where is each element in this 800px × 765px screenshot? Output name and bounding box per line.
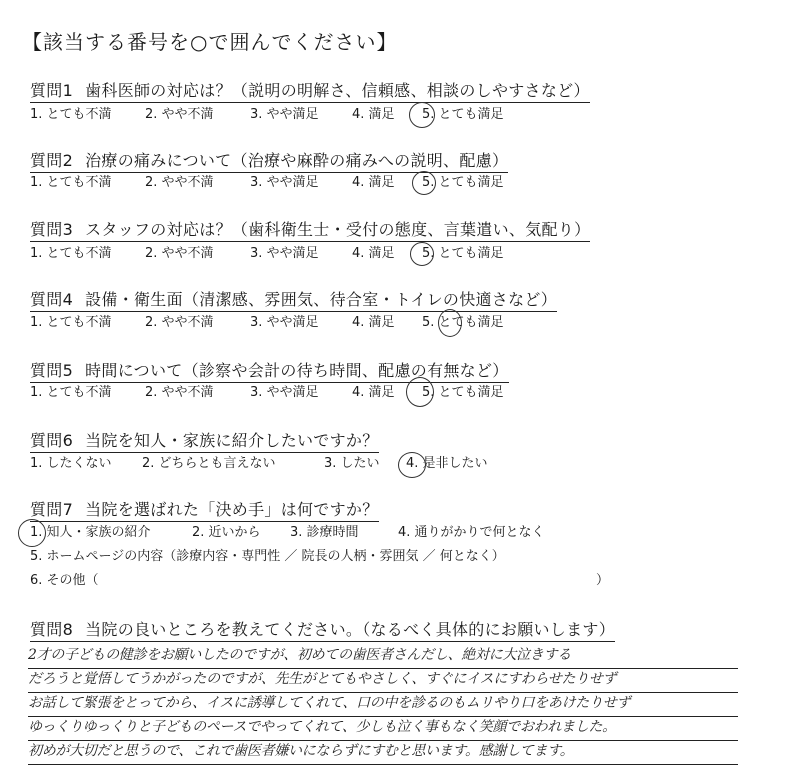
q7-option-5[interactable]: 5. ホームページの内容（診療内容・専門性 ／ 院長の人柄・雰囲気 ／ 何となく） <box>30 549 505 564</box>
q2-option-1[interactable]: 1. とても不満 <box>30 175 112 190</box>
q1-option-1[interactable]: 1. とても不満 <box>30 107 112 122</box>
q7-option-6-close: ） <box>596 573 610 588</box>
q4-option-3[interactable]: 3. やや満足 <box>250 315 319 330</box>
q4-option-1[interactable]: 1. とても不満 <box>30 315 112 330</box>
q1-option-5[interactable]: 5. とても満足 <box>422 107 504 122</box>
q1-option-4[interactable]: 4. 満足 <box>352 107 395 122</box>
question-8-text: 当院の良いところを教えてください。（なるべく具体的にお願いします） <box>85 620 615 639</box>
question-1-title <box>30 78 590 103</box>
question-2-number: 質問2 <box>30 151 74 170</box>
q3-option-5[interactable]: 5. とても満足 <box>422 246 504 261</box>
question-3-text: スタッフの対応は？（歯科衛生士・受付の態度、言葉遣い、気配り） <box>85 220 591 239</box>
handwritten-line-2: だろうと覚悟してうかがったのですが、先生がとてもやさしく、すぐにイスにすわらせたりせず <box>28 668 738 693</box>
question-6-number: 質問6 <box>30 431 74 450</box>
q6-option-2[interactable]: 2. どちらとも言えない <box>142 456 276 471</box>
q3-option-3[interactable]: 3. やや満足 <box>250 246 319 261</box>
q3-option-1[interactable]: 1. とても不満 <box>30 246 112 261</box>
question-7-number: 質問7 <box>30 500 74 519</box>
q4-option-4[interactable]: 4. 満足 <box>352 315 395 330</box>
question-3-number: 質問3 <box>30 220 74 239</box>
q7-option-6[interactable]: 6. その他（ <box>30 573 99 588</box>
q2-option-2[interactable]: 2. やや不満 <box>145 175 214 190</box>
question-7-text: 当院を選ばれた「決め手」は何ですか？ <box>85 500 379 519</box>
q1-option-2[interactable]: 2. やや不満 <box>145 107 214 122</box>
handwritten-line-5: 初めが大切だと思うので、これで歯医者嫌いにならずにすむと思います。感謝してます。 <box>28 740 738 765</box>
q5-option-5[interactable]: 5. とても満足 <box>422 385 504 400</box>
q7-option-2[interactable]: 2. 近いから <box>192 525 261 540</box>
q6-option-1[interactable]: 1. したくない <box>30 456 112 471</box>
q7-option-1[interactable]: 1. 知人・家族の紹介 <box>30 525 151 540</box>
question-1-number: 質問1 <box>30 81 74 100</box>
question-4-title <box>30 287 557 312</box>
q5-option-2[interactable]: 2. やや不満 <box>145 385 214 400</box>
handwritten-line-3: お話して緊張をとってから、イスに誘導してくれて、口の中を診るのもムリやり口をあけたりせず <box>28 692 738 717</box>
q5-option-1[interactable]: 1. とても不満 <box>30 385 112 400</box>
q2-option-5[interactable]: 5. とても満足 <box>422 175 504 190</box>
question-3-title <box>30 217 590 242</box>
question-8-title <box>30 617 615 642</box>
question-4-text: 設備・衛生面（清潔感、雰囲気、待合室・トイレの快適さなど） <box>85 290 557 309</box>
q4-option-2[interactable]: 2. やや不満 <box>145 315 214 330</box>
q6-option-4[interactable]: 4. 是非したい <box>406 456 488 471</box>
q3-option-2[interactable]: 2. やや不満 <box>145 246 214 261</box>
question-6-text: 当院を知人・家族に紹介したいですか？ <box>85 431 379 450</box>
question-1-text: 歯科医師の対応は？（説明の明解さ、信頼感、相談のしやすさなど） <box>85 81 590 100</box>
question-2-text: 治療の痛みについて（治療や麻酔の痛みへの説明、配慮） <box>85 151 509 170</box>
q2-option-3[interactable]: 3. やや満足 <box>250 175 319 190</box>
question-5-text: 時間について（診察や会計の待ち時間、配慮の有無など） <box>85 361 509 380</box>
question-5-title <box>30 358 509 383</box>
q3-option-4[interactable]: 4. 満足 <box>352 246 395 261</box>
q1-option-3[interactable]: 3. やや満足 <box>250 107 319 122</box>
q7-option-4[interactable]: 4. 通りがかりで何となく <box>398 525 545 540</box>
question-8-number: 質問8 <box>30 620 74 639</box>
q6-option-3[interactable]: 3. したい <box>324 456 380 471</box>
q2-option-4[interactable]: 4. 満足 <box>352 175 395 190</box>
question-6-title <box>30 428 379 453</box>
q5-option-4[interactable]: 4. 満足 <box>352 385 395 400</box>
q4-option-5[interactable]: 5. とても満足 <box>422 315 504 330</box>
instruction-header: 【該当する番号を○で囲んでください】 <box>22 30 398 54</box>
handwritten-line-1: 2才の子どもの健診をお願いしたのですが、初めての歯医者さんだし、絶対に大泣きする <box>28 644 738 669</box>
question-4-number: 質問4 <box>30 290 74 309</box>
question-5-number: 質問5 <box>30 361 74 380</box>
q7-option-3[interactable]: 3. 診療時間 <box>290 525 359 540</box>
q5-option-3[interactable]: 3. やや満足 <box>250 385 319 400</box>
question-2-title <box>30 148 508 173</box>
handwritten-line-4: ゆっくりゆっくりと子どものペースでやってくれて、少しも泣く事もなく笑顔でおわれました。 <box>28 716 738 741</box>
question-7-title <box>30 497 379 522</box>
